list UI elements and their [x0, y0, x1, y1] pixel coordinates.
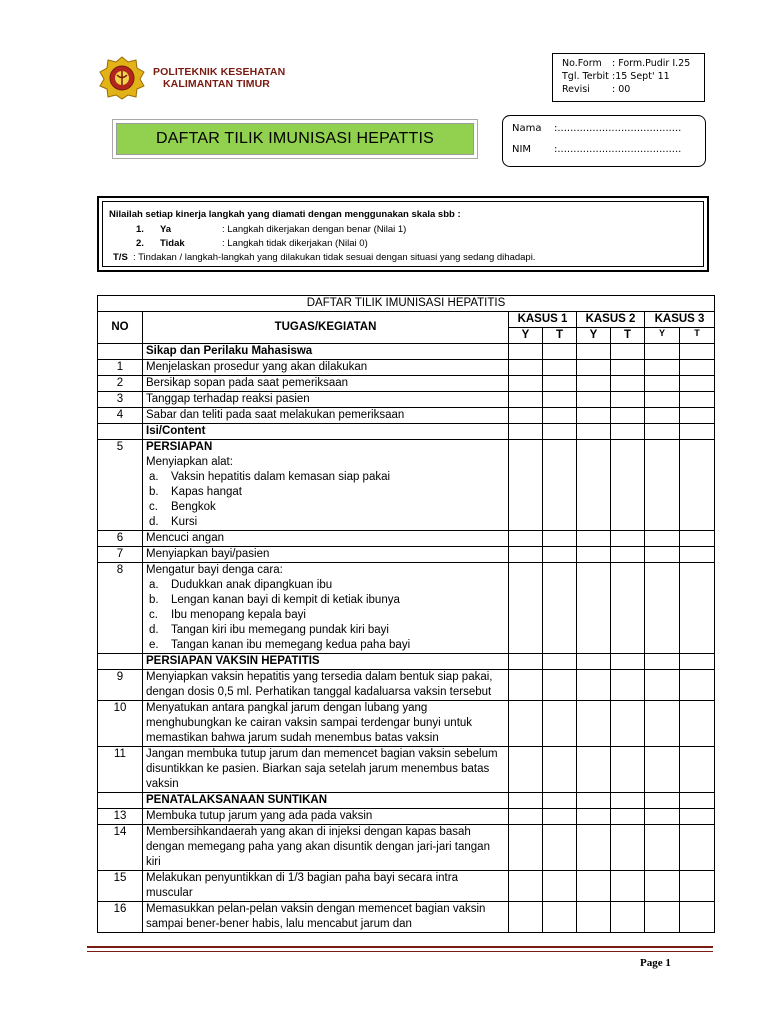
score-cell[interactable]: [611, 871, 645, 902]
checklist-table: [97, 295, 715, 933]
sub-item: [146, 593, 505, 608]
section-row: [98, 344, 715, 360]
task-intro: Menyiapkan alat:: [146, 456, 233, 468]
row-number: 14: [98, 825, 143, 871]
task-cell: [143, 344, 509, 360]
row-number: 3: [98, 392, 143, 408]
task-cell: [143, 376, 509, 392]
score-cell[interactable]: [509, 440, 543, 531]
score-cell[interactable]: [543, 408, 577, 424]
task-cell: [143, 547, 509, 563]
score-cell[interactable]: [543, 654, 577, 670]
score-cell[interactable]: [543, 440, 577, 531]
task-text: Menyatukan antara pangkal jarum dengan lubang yang menghubungkan ke cairan vaksin sampai terdengar bunyi untuk memastikan bahwa jarum sudah menembus batas vaksin: [146, 702, 473, 744]
task-cell: [143, 392, 509, 408]
yes-header: Y: [645, 328, 680, 344]
score-cell[interactable]: [680, 531, 715, 547]
score-cell[interactable]: [611, 793, 645, 809]
score-cell[interactable]: [577, 871, 611, 902]
sub-item-text: Ibu menopang kepala bayi: [171, 609, 306, 621]
task-text: Melakukan penyuntikkan di 1/3 bagian paha bayi secara intra muscular: [146, 872, 458, 899]
score-cell[interactable]: [577, 440, 611, 531]
score-cell[interactable]: [611, 392, 645, 408]
section-row: [98, 793, 715, 809]
score-cell[interactable]: [509, 809, 543, 825]
table-row: [98, 360, 715, 376]
score-cell[interactable]: [509, 563, 543, 654]
score-cell[interactable]: [611, 809, 645, 825]
task-text: Membersihkandaerah yang akan di injeksi dengan kapas basah dengan memegang paha yang akan disuntik dengan jari-jari tangan kiri: [146, 826, 490, 868]
scale-number: 1.: [136, 224, 144, 235]
score-cell[interactable]: [577, 424, 611, 440]
task-text: PERSIAPAN: [146, 441, 213, 453]
name-label: Nama: [512, 123, 542, 134]
institution-logo: [98, 56, 146, 100]
score-cell[interactable]: [645, 825, 680, 871]
score-cell[interactable]: [509, 793, 543, 809]
score-cell[interactable]: [645, 670, 680, 701]
score-cell[interactable]: [509, 344, 543, 360]
score-cell[interactable]: [645, 902, 680, 933]
score-cell[interactable]: [611, 701, 645, 747]
sub-item: [146, 500, 505, 515]
score-cell[interactable]: [611, 424, 645, 440]
case-header: KASUS 3: [645, 312, 715, 328]
score-cell[interactable]: [645, 360, 680, 376]
score-cell[interactable]: [543, 392, 577, 408]
sub-item-letter: b.: [149, 486, 159, 498]
column-header-task: TUGAS/KEGIATAN: [143, 312, 509, 344]
score-cell[interactable]: [577, 825, 611, 871]
sub-item: [146, 515, 505, 530]
score-cell[interactable]: [543, 793, 577, 809]
no-header: T: [543, 328, 577, 344]
score-cell[interactable]: [680, 670, 715, 701]
score-cell[interactable]: [680, 408, 715, 424]
score-cell[interactable]: [611, 670, 645, 701]
column-header-no: NO: [98, 312, 143, 344]
task-cell: [143, 654, 509, 670]
score-cell[interactable]: [543, 825, 577, 871]
sub-item-text: Dudukkan anak dipangkuan ibu: [171, 579, 333, 591]
task-cell: [143, 902, 509, 933]
task-cell: [143, 793, 509, 809]
score-cell[interactable]: [680, 809, 715, 825]
sub-item-letter: c.: [149, 609, 158, 621]
score-cell[interactable]: [611, 747, 645, 793]
score-cell[interactable]: [645, 440, 680, 531]
sub-item-text: Vaksin hepatitis dalam kemasan siap pakai: [171, 471, 391, 483]
table-row: [98, 392, 715, 408]
scale-term: Tidak: [160, 238, 185, 249]
score-cell[interactable]: [645, 408, 680, 424]
table-row: [98, 871, 715, 902]
institution-name: POLITEKNIK KESEHATAN: [153, 66, 286, 78]
row-number: 13: [98, 809, 143, 825]
score-cell[interactable]: [577, 563, 611, 654]
row-number: [98, 654, 143, 670]
row-number: 9: [98, 670, 143, 701]
instructions-intro: Nilailah setiap kinerja langkah yang diamati dengan menggunakan skala sbb :: [109, 209, 461, 220]
task-cell: [143, 670, 509, 701]
sub-item-letter: d.: [149, 624, 159, 636]
task-text: Membuka tutup jarum yang ada pada vaksin: [146, 810, 373, 822]
score-cell[interactable]: [577, 392, 611, 408]
row-number: 15: [98, 871, 143, 902]
sub-item-text: Bengkok: [171, 501, 216, 513]
score-cell[interactable]: [680, 825, 715, 871]
task-cell: [143, 531, 509, 547]
nim-field[interactable]: :.......................................: [554, 144, 682, 155]
table-row: [98, 701, 715, 747]
score-cell[interactable]: [645, 563, 680, 654]
sub-item-text: Kursi: [171, 516, 198, 528]
score-cell[interactable]: [680, 392, 715, 408]
task-cell: [143, 747, 509, 793]
yes-header: Y: [509, 328, 543, 344]
score-cell[interactable]: [611, 563, 645, 654]
score-cell[interactable]: [543, 360, 577, 376]
sub-item-letter: d.: [149, 516, 159, 528]
score-cell[interactable]: [577, 654, 611, 670]
score-cell[interactable]: [509, 360, 543, 376]
score-cell[interactable]: [680, 424, 715, 440]
score-cell[interactable]: [645, 547, 680, 563]
table-row: [98, 547, 715, 563]
scale-term: Ya: [160, 224, 172, 235]
score-cell[interactable]: [577, 809, 611, 825]
row-number: 10: [98, 701, 143, 747]
table-row: [98, 747, 715, 793]
sub-item: [146, 608, 505, 623]
score-cell[interactable]: [645, 871, 680, 902]
task-cell: [143, 360, 509, 376]
scale-description: : Langkah tidak dikerjakan (Nilai 0): [222, 238, 368, 249]
score-cell[interactable]: [611, 531, 645, 547]
sub-item-letter: a.: [149, 471, 159, 483]
task-cell: [143, 809, 509, 825]
page-title: DAFTAR TILIK IMUNISASI HEPATTIS: [156, 130, 434, 147]
revision-label: Revisi: [562, 84, 590, 95]
section-row: [98, 654, 715, 670]
table-row: [98, 376, 715, 392]
score-cell[interactable]: [543, 871, 577, 902]
table-title: DAFTAR TILIK IMUNISASI HEPATITIS: [98, 296, 715, 312]
row-number: 1: [98, 360, 143, 376]
row-number: 8: [98, 563, 143, 654]
score-cell[interactable]: [509, 825, 543, 871]
score-cell[interactable]: [509, 376, 543, 392]
task-cell: [143, 563, 509, 654]
score-cell[interactable]: [645, 809, 680, 825]
score-cell[interactable]: [645, 344, 680, 360]
score-cell[interactable]: [611, 344, 645, 360]
score-cell[interactable]: [577, 793, 611, 809]
sub-item-letter: c.: [149, 501, 158, 513]
title-banner: [116, 123, 474, 155]
score-cell[interactable]: [611, 547, 645, 563]
name-field[interactable]: :.......................................: [554, 123, 682, 134]
score-cell[interactable]: [543, 670, 577, 701]
score-cell[interactable]: [543, 747, 577, 793]
scale-description: : Langkah dikerjakan dengan benar (Nilai 1): [222, 224, 407, 235]
score-cell[interactable]: [611, 654, 645, 670]
no-header: T: [680, 328, 715, 344]
task-text: Jangan membuka tutup jarum dan memencet bagian vaksin sebelum disuntikkan ke pasien. Biarkan saja setelah jarum menembus batas vaksin: [146, 748, 498, 790]
score-cell[interactable]: [509, 408, 543, 424]
score-cell[interactable]: [645, 392, 680, 408]
sub-item-text: Tangan kanan ibu memegang kedua paha bayi: [171, 639, 411, 651]
score-cell[interactable]: [680, 871, 715, 902]
score-cell[interactable]: [543, 902, 577, 933]
score-cell[interactable]: [611, 408, 645, 424]
sub-item: [146, 638, 505, 653]
row-number: [98, 344, 143, 360]
page-number: Page 1: [640, 957, 671, 969]
sub-item-letter: b.: [149, 594, 159, 606]
section-row: [98, 424, 715, 440]
table-row: [98, 825, 715, 871]
score-cell[interactable]: [645, 531, 680, 547]
sub-item-letter: a.: [149, 579, 159, 591]
score-cell[interactable]: [543, 547, 577, 563]
nim-label: NIM: [512, 144, 532, 155]
sub-item-text: Kapas hangat: [171, 486, 242, 498]
task-cell: [143, 871, 509, 902]
score-cell[interactable]: [611, 376, 645, 392]
score-cell[interactable]: [509, 547, 543, 563]
score-cell[interactable]: [645, 376, 680, 392]
score-cell[interactable]: [543, 701, 577, 747]
table-row: [98, 809, 715, 825]
score-cell[interactable]: [577, 531, 611, 547]
revision-value: : 00: [612, 84, 631, 95]
score-cell[interactable]: [645, 654, 680, 670]
scale-number: 2.: [136, 238, 144, 249]
score-cell[interactable]: [680, 902, 715, 933]
section-heading: PENATALAKSANAAN SUNTIKAN: [146, 794, 328, 806]
form-info-box: [552, 53, 705, 102]
task-cell: [143, 408, 509, 424]
task-text: Menjelaskan prosedur yang akan dilakukan: [146, 361, 368, 373]
score-cell[interactable]: [509, 392, 543, 408]
row-number: [98, 424, 143, 440]
task-cell: [143, 701, 509, 747]
task-text: Menyiapkan bayi/pasien: [146, 548, 270, 560]
yes-header: Y: [577, 328, 611, 344]
table-row: [98, 531, 715, 547]
case-header: KASUS 2: [577, 312, 645, 328]
score-cell[interactable]: [680, 793, 715, 809]
sub-item: [146, 470, 505, 485]
no-header: T: [611, 328, 645, 344]
table-row: [98, 902, 715, 933]
instructions-box: [97, 196, 709, 272]
score-cell[interactable]: [680, 701, 715, 747]
issue-date-value: :15 Sept' 11: [612, 71, 670, 82]
score-cell[interactable]: [577, 408, 611, 424]
score-cell[interactable]: [680, 654, 715, 670]
score-cell[interactable]: [577, 701, 611, 747]
score-cell[interactable]: [543, 563, 577, 654]
score-cell[interactable]: [645, 793, 680, 809]
sub-item: [146, 485, 505, 500]
sub-item-text: Tangan kiri ibu memegang pundak kiri bayi: [171, 624, 389, 636]
row-number: 4: [98, 408, 143, 424]
table-row: [98, 408, 715, 424]
score-cell[interactable]: [645, 424, 680, 440]
table-row: [98, 440, 715, 531]
row-number: 16: [98, 902, 143, 933]
score-cell[interactable]: [611, 825, 645, 871]
form-number-label: No.Form: [562, 58, 602, 69]
row-number: 6: [98, 531, 143, 547]
case-header: KASUS 1: [509, 312, 577, 328]
score-cell[interactable]: [543, 344, 577, 360]
score-cell[interactable]: [577, 344, 611, 360]
score-cell[interactable]: [611, 440, 645, 531]
table-row: [98, 563, 715, 654]
score-cell[interactable]: [645, 701, 680, 747]
task-text: Menyiapkan vaksin hepatitis yang tersedia dalam bentuk siap pakai, dengan dosis 0,5 ml. Perhatikan tanggal kadaluarsa vaksin tersebut: [146, 671, 493, 698]
table-row: [98, 670, 715, 701]
row-number: 2: [98, 376, 143, 392]
score-cell[interactable]: [509, 424, 543, 440]
form-number-value: : Form.Pudir I.25: [612, 58, 691, 69]
score-cell[interactable]: [577, 670, 611, 701]
institution-region: KALIMANTAN TIMUR: [163, 78, 270, 90]
score-cell[interactable]: [680, 747, 715, 793]
task-cell: [143, 440, 509, 531]
score-cell[interactable]: [680, 563, 715, 654]
section-heading: PERSIAPAN VAKSIN HEPATITIS: [146, 655, 320, 667]
score-cell[interactable]: [509, 654, 543, 670]
score-cell[interactable]: [543, 809, 577, 825]
score-cell[interactable]: [509, 670, 543, 701]
score-cell[interactable]: [680, 440, 715, 531]
task-text: Bersikap sopan pada saat pemeriksaan: [146, 377, 349, 389]
score-cell[interactable]: [509, 701, 543, 747]
ts-term: T/S: [113, 252, 128, 263]
issue-date-label: Tgl. Terbit: [562, 71, 609, 82]
task-cell: [143, 424, 509, 440]
task-text: Memasukkan pelan-pelan vaksin dengan memencet bagian vaksin sampai bener-bener habis, lalu mencabut jarum dan: [146, 903, 486, 930]
score-cell[interactable]: [509, 531, 543, 547]
task-text: Mengatur bayi denga cara:: [146, 564, 283, 576]
score-cell[interactable]: [509, 871, 543, 902]
score-cell[interactable]: [645, 747, 680, 793]
section-heading: Sikap dan Perilaku Mahasiswa: [146, 345, 313, 357]
score-cell[interactable]: [543, 424, 577, 440]
sub-item-letter: e.: [149, 639, 159, 651]
score-cell[interactable]: [577, 376, 611, 392]
score-cell[interactable]: [680, 376, 715, 392]
score-cell[interactable]: [680, 344, 715, 360]
row-number: 7: [98, 547, 143, 563]
score-cell[interactable]: [611, 902, 645, 933]
section-heading: Isi/Content: [146, 425, 206, 437]
score-cell[interactable]: [577, 747, 611, 793]
score-cell[interactable]: [680, 360, 715, 376]
row-number: [98, 793, 143, 809]
score-cell[interactable]: [577, 902, 611, 933]
score-cell[interactable]: [543, 376, 577, 392]
row-number: 11: [98, 747, 143, 793]
ts-description: : Tindakan / langkah-langkah yang dilakukan tidak sesuai dengan situasi yang sedang dihadapi.: [133, 252, 536, 263]
score-cell[interactable]: [509, 902, 543, 933]
score-cell[interactable]: [577, 547, 611, 563]
score-cell[interactable]: [611, 360, 645, 376]
sub-item-text: Lengan kanan bayi di kempit di ketiak ibunya: [171, 594, 400, 606]
task-cell: [143, 825, 509, 871]
row-number: 5: [98, 440, 143, 531]
score-cell[interactable]: [509, 747, 543, 793]
score-cell[interactable]: [577, 360, 611, 376]
sub-item: [146, 623, 505, 638]
footer-divider: [87, 946, 713, 952]
sub-item: [146, 578, 505, 593]
task-text: Sabar dan teliti pada saat melakukan pemeriksaan: [146, 409, 405, 421]
score-cell[interactable]: [543, 531, 577, 547]
student-info-box: [502, 115, 706, 167]
task-text: Tanggap terhadap reaksi pasien: [146, 393, 310, 405]
score-cell[interactable]: [680, 547, 715, 563]
task-text: Mencuci angan: [146, 532, 224, 544]
